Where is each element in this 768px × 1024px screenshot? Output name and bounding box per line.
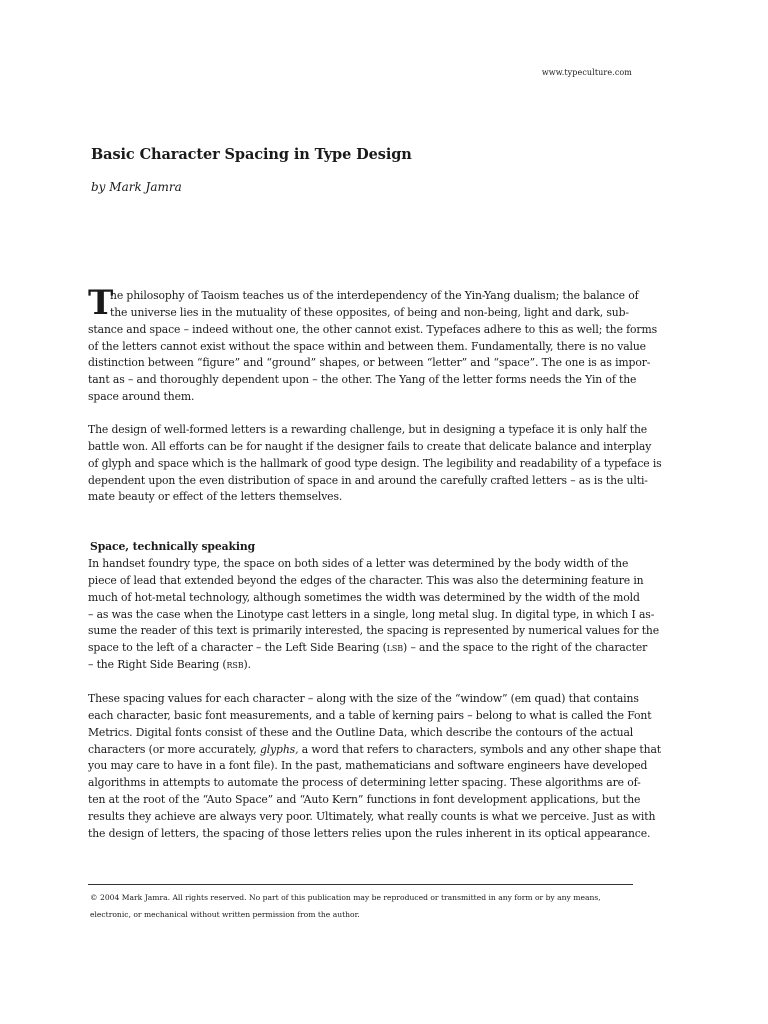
- article-author: by Mark Jamra: [91, 180, 182, 194]
- paragraph-line: each character, basic font measurements, and a table of kerning pairs – belong to what is called the Font: [88, 708, 652, 722]
- paragraph-line: [88, 742, 662, 759]
- paragraph-line: battle won. All efforts can be for naught if the designer fails to create that delicate balance and interplay: [88, 439, 652, 453]
- copyright-notice: [90, 889, 630, 923]
- text-run: space to the left of a character – the Left Side Bearing (: [88, 641, 387, 655]
- paragraph-3: [88, 556, 660, 674]
- paragraph-line: the design of letters, the spacing of those letters relies upon the rules inherent in its optical appearance.: [88, 826, 651, 840]
- paragraph-line: algorithms in attempts to automate the process of determining letter spacing. These algorithms are of-: [88, 776, 641, 790]
- header-url[interactable]: www.typeculture.com: [541, 68, 632, 77]
- footer-divider: [88, 884, 633, 885]
- paragraph-1: [88, 283, 658, 406]
- text-run: characters (or more accurately,: [88, 742, 260, 756]
- paragraph-line: he philosophy of Taoism teaches us of the interdependency of the Yin-Yang dualism; the balance of: [110, 289, 639, 302]
- section-heading: Space, technically speaking: [90, 540, 256, 553]
- paragraph-line: The design of well-formed letters is a rewarding challenge, but in designing a typeface it is only half the: [88, 423, 648, 436]
- abbreviation-rsb: rsb: [226, 658, 244, 672]
- paragraph-line: results they achieve are always very poor. Ultimately, what really counts is what we perceive. Just as with: [88, 809, 656, 823]
- copyright-line: electronic, or mechanical without written permission from the author.: [90, 910, 360, 919]
- paragraph-line: [88, 657, 634, 674]
- text-run: a word that refers to characters, symbols and any other shape that: [298, 742, 662, 756]
- paragraph-line: ten at the root of the “Auto Space” and “Auto Kern” functions in font development applications, but the: [88, 793, 641, 807]
- italic-term: glyphs,: [259, 742, 299, 756]
- paragraph-line: mate beauty or effect of the letters themselves.: [88, 490, 343, 504]
- paragraph-line: [88, 640, 648, 657]
- paragraph-line: In handset foundry type, the space on both sides of a letter was determined by the body width of the: [88, 557, 629, 570]
- paragraph-line: Metrics. Digital fonts consist of these and the Outline Data, which describe the contours of the actual: [88, 725, 634, 739]
- text-run: ).: [243, 658, 251, 672]
- copyright-line: © 2004 Mark Jamra. All rights reserved. No part of this publication may be reproduced or transmitted in any form or by any means,: [90, 893, 601, 902]
- paragraph-line: tant as – and thoroughly dependent upon – the other. The Yang of the letter forms needs the Yin of the: [88, 373, 637, 387]
- paragraph-line: – as was the case when the Linotype cast letters in a single, long metal slug. In digital type, in which I as-: [88, 607, 655, 621]
- paragraph-line: stance and space – indeed without one, the other cannot exist. Typefaces adhere to this as well; the forms: [88, 322, 658, 336]
- paragraph-line: distinction between “figure” and “ground” shapes, or between “letter” and “space”. The one is as impor-: [88, 356, 651, 370]
- paragraph-line: sume the reader of this text is primarily interested, the spacing is represented by numerical values for the: [88, 624, 660, 638]
- paragraph-4: [88, 691, 662, 843]
- drop-cap: T: [88, 283, 114, 323]
- paragraph-line: of glyph and space which is the hallmark of good type design. The legibility and readability of a typeface is: [88, 456, 662, 470]
- paragraph-line: space around them.: [88, 390, 195, 404]
- paragraph-line: These spacing values for each character – along with the size of the “window” (em quad) that contains: [88, 692, 639, 705]
- text-run: – the Right Side Bearing (: [88, 658, 227, 672]
- paragraph-line: the universe lies in the mutuality of these opposites, of being and non-being, light and dark, sub-: [110, 305, 629, 319]
- paragraph-line: dependent upon the even distribution of space in and around the carefully crafted letters – as is the ulti-: [88, 473, 648, 487]
- article-title: Basic Character Spacing in Type Design: [91, 146, 412, 163]
- text-run: ) – and the space to the right of the character: [403, 641, 648, 655]
- paragraph-line: piece of lead that extended beyond the edges of the character. This was also the determining feature in: [88, 573, 644, 587]
- paragraph-line: you may care to have in a font file). In the past, mathematicians and software engineers have developed: [88, 759, 648, 773]
- paragraph-line: much of hot-metal technology, although sometimes the width was determined by the width of the mold: [88, 590, 640, 604]
- paragraph-2: [88, 422, 662, 506]
- abbreviation-lsb: lsb: [386, 641, 404, 655]
- paragraph-line: of the letters cannot exist without the space within and between them. Fundamentally, there is no value: [88, 339, 646, 353]
